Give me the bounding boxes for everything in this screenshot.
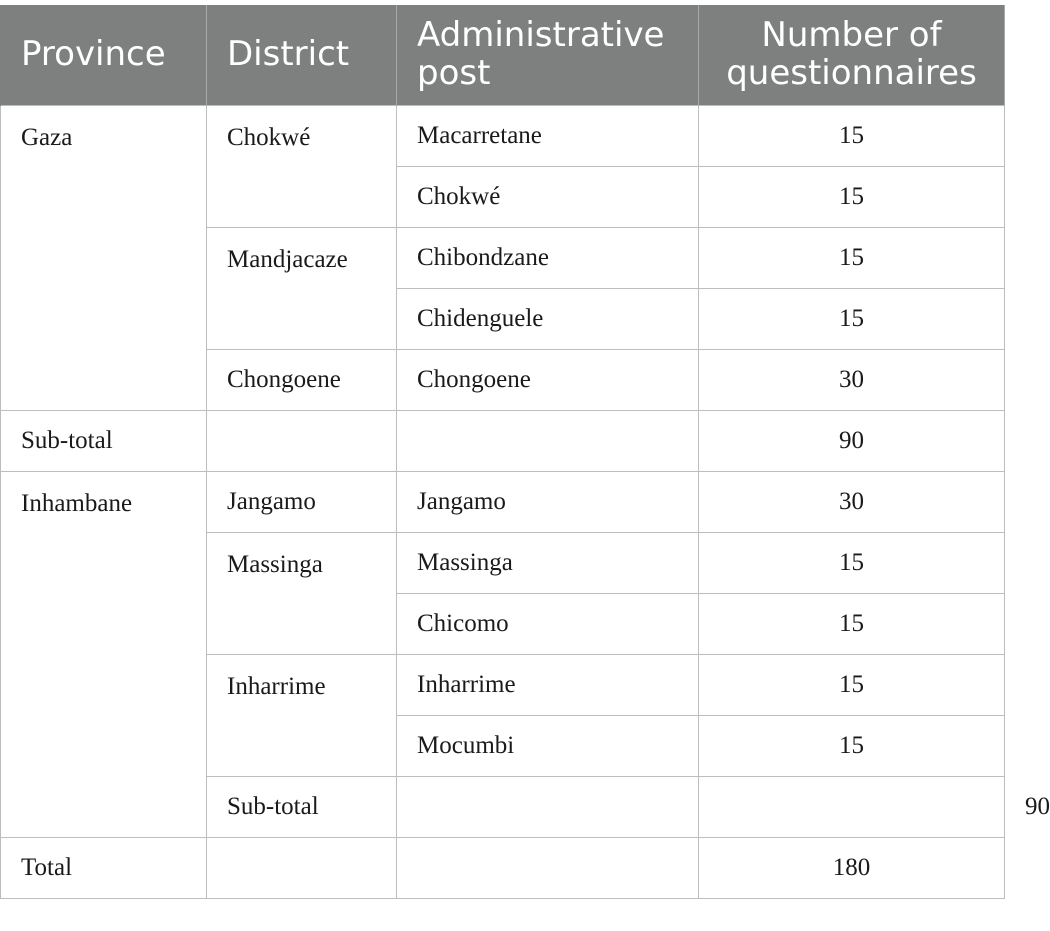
table-row: [1, 471, 1005, 532]
subtotal-label: Sub-total: [207, 776, 397, 837]
district-cell: Massinga: [207, 532, 397, 654]
district-cell: Chokwé: [207, 105, 397, 227]
table-body: [1, 105, 1050, 898]
header-province: Province: [1, 5, 207, 105]
header-row: [1, 5, 1005, 105]
district-cell: Jangamo: [207, 471, 397, 532]
table-header: [1, 5, 1005, 105]
empty-cell: [397, 837, 699, 898]
count-cell: 15: [699, 654, 1005, 715]
empty-cell: [207, 837, 397, 898]
empty-cell: [699, 776, 1005, 837]
header-administrative-post: Administrative post: [397, 5, 699, 105]
admin-post-cell: Chongoene: [397, 349, 699, 410]
subtotal-count: 90: [699, 410, 1005, 471]
district-cell: Mandjacaze: [207, 227, 397, 349]
empty-cell: [397, 776, 699, 837]
total-count: 180: [699, 837, 1005, 898]
count-cell: 15: [699, 227, 1005, 288]
subtotal-row: Sub-total 90: [1, 776, 1005, 837]
admin-post-cell: Chicomo: [397, 593, 699, 654]
district-cell: Chongoene: [207, 349, 397, 410]
count-cell: 15: [699, 532, 1005, 593]
total-row: [1, 837, 1005, 898]
admin-post-cell: Chidenguele: [397, 288, 699, 349]
admin-post-cell: Mocumbi: [397, 715, 699, 776]
total-label: Total: [1, 837, 207, 898]
empty-cell: [397, 410, 699, 471]
count-cell: 30: [699, 471, 1005, 532]
admin-post-cell: Inharrime: [397, 654, 699, 715]
subtotal-row: [1, 410, 1005, 471]
province-cell: Inhambane: [1, 471, 207, 837]
header-number-of-questionnaires: Number of questionnaires: [699, 5, 1005, 105]
header-district: District: [207, 5, 397, 105]
admin-post-cell: Chibondzane: [397, 227, 699, 288]
count-cell: 30: [699, 349, 1005, 410]
district-cell: Inharrime: [207, 654, 397, 776]
admin-post-cell: Macarretane: [397, 105, 699, 166]
empty-cell: [207, 410, 397, 471]
questionnaire-distribution-table: [0, 5, 1050, 899]
admin-post-cell: Jangamo: [397, 471, 699, 532]
province-cell: Gaza: [1, 105, 207, 410]
table-row: [1, 105, 1005, 166]
count-cell: 15: [699, 593, 1005, 654]
admin-post-cell: Chokwé: [397, 166, 699, 227]
count-cell: 15: [699, 105, 1005, 166]
count-cell: 15: [699, 166, 1005, 227]
count-cell: 15: [699, 715, 1005, 776]
count-cell: 15: [699, 288, 1005, 349]
admin-post-cell: Massinga: [397, 532, 699, 593]
subtotal-label: Sub-total: [1, 410, 207, 471]
